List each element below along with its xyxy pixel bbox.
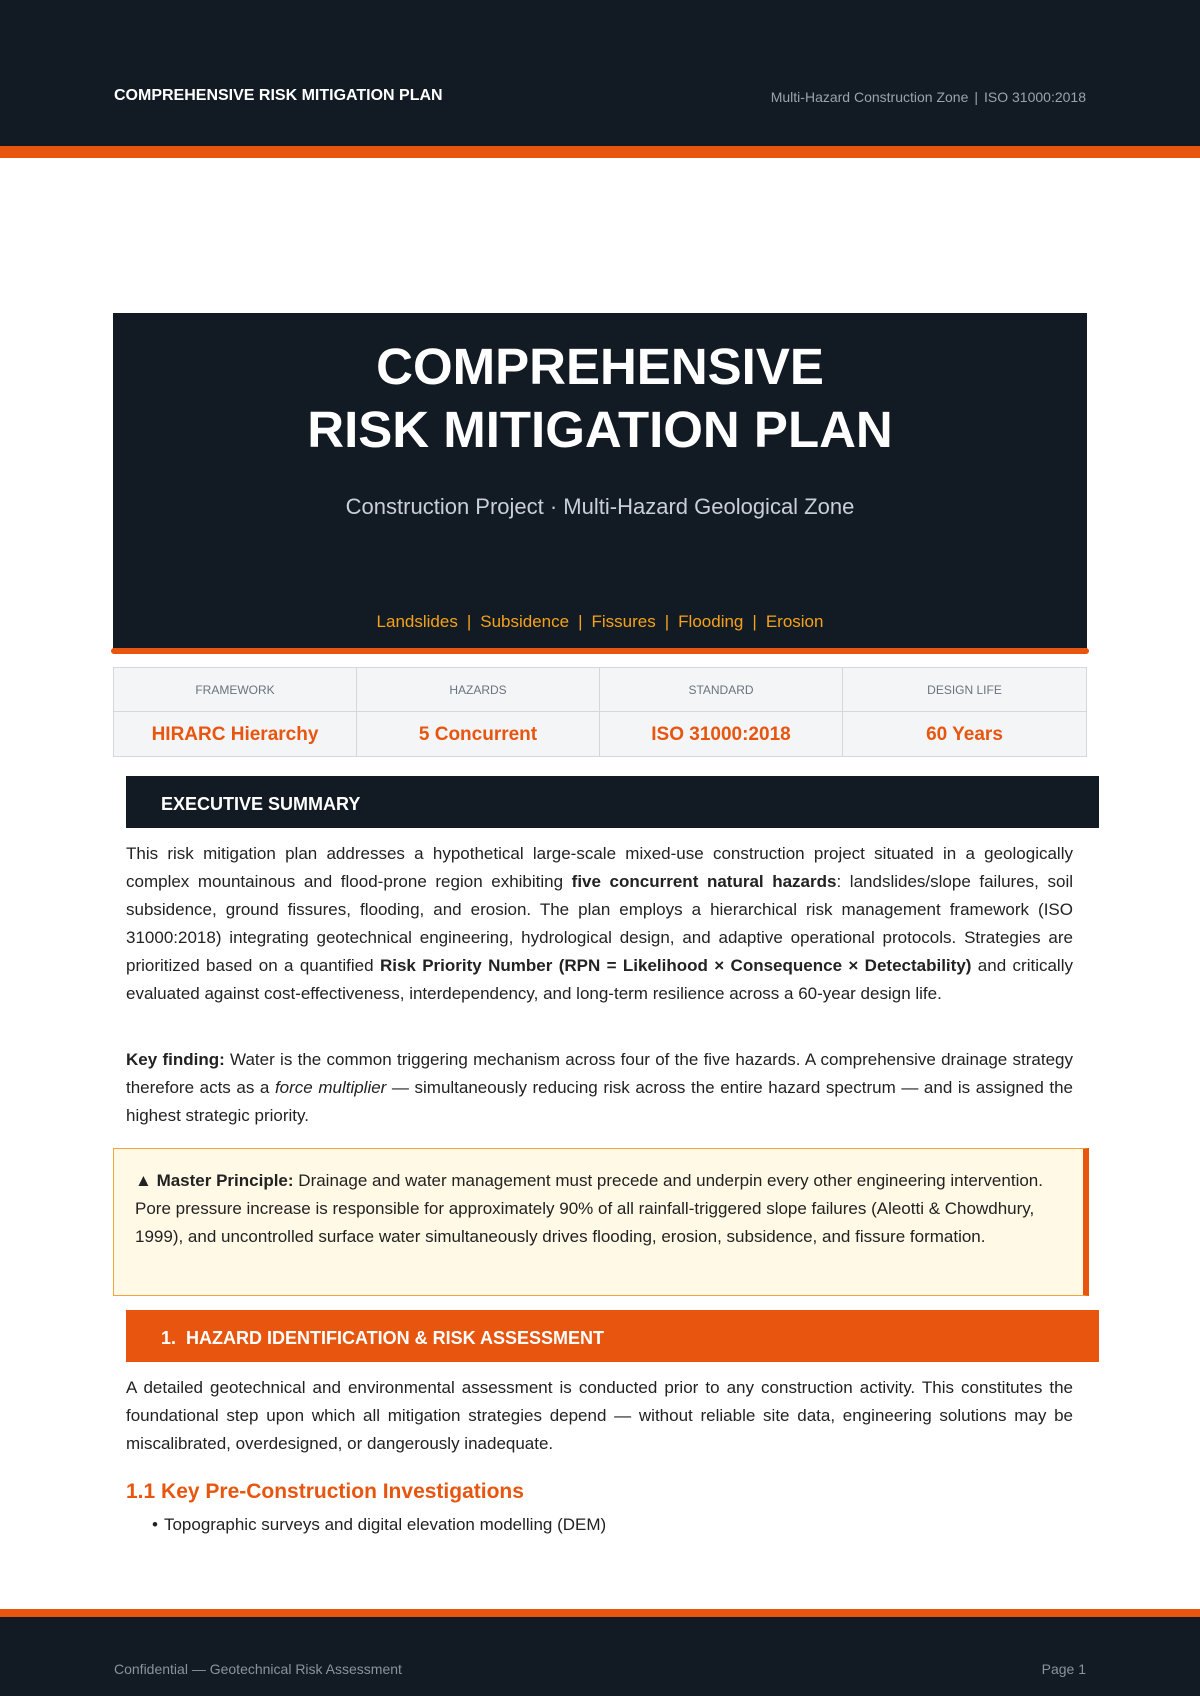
key-finding-paragraph bbox=[126, 1046, 1073, 1130]
stat-label: DESIGN LIFE bbox=[843, 668, 1086, 712]
header-meta-separator: | bbox=[974, 89, 979, 105]
stat-value: ISO 31000:2018 bbox=[651, 724, 791, 745]
header-meta-standard: ISO 31000:2018 bbox=[984, 89, 1086, 105]
page-number: Page 1 bbox=[1041, 1661, 1086, 1677]
hazard-item: Flooding bbox=[678, 612, 744, 631]
key-stats-table bbox=[113, 667, 1087, 757]
header-accent-stripe bbox=[0, 146, 1200, 158]
stat-label: STANDARD bbox=[600, 668, 842, 712]
header-meta bbox=[771, 89, 1086, 105]
bold-text: Risk Priority Number (RPN = Likelihood × Consequence × Detectability) bbox=[379, 956, 972, 975]
hazard-separator: | bbox=[752, 612, 757, 631]
bullet-marker: • bbox=[152, 1515, 158, 1534]
page-footer bbox=[0, 1609, 1200, 1696]
executive-summary-heading: EXECUTIVE SUMMARY bbox=[126, 776, 1099, 828]
cover-block bbox=[113, 313, 1087, 651]
page-header bbox=[0, 0, 1200, 158]
list-item bbox=[152, 1515, 606, 1535]
stat-value: 5 Concurrent bbox=[418, 724, 538, 745]
stat-label: HAZARDS bbox=[357, 668, 599, 712]
executive-summary-paragraph bbox=[126, 840, 1073, 1008]
cover-title-line1: COMPREHENSIVE bbox=[376, 338, 824, 395]
text-run: : landslides/slope failures, soil subsidence, ground fissures, flooding, and erosion. The plan employs a hierarchical risk management framework (ISO 31000:2018) integrating geotechnical engineering, hydrological design, and adaptive operational protocols. Strategies are prioritized based on a quantified bbox=[126, 872, 1073, 975]
hazard-item: Landslides bbox=[376, 612, 458, 631]
hazard-separator: | bbox=[578, 612, 583, 631]
hazard-list bbox=[113, 612, 1087, 632]
stat-value: 60 Years bbox=[926, 724, 1003, 745]
subsection-heading: 1.1 Key Pre-Construction Investigations bbox=[126, 1480, 524, 1503]
hazard-separator: | bbox=[466, 612, 472, 631]
italic-text: force multiplier bbox=[274, 1078, 387, 1097]
hazard-item: Erosion bbox=[765, 612, 824, 631]
hazard-item: Subsidence bbox=[480, 612, 570, 631]
stat-cell bbox=[843, 668, 1086, 756]
text-run: Water is the common triggering mechanism across four of the five hazards. A comprehensive drainage strategy therefore acts as a bbox=[126, 1050, 1074, 1097]
header-title: COMPREHENSIVE RISK MITIGATION PLAN bbox=[114, 87, 443, 104]
master-principle-callout bbox=[113, 1148, 1089, 1296]
cover-accent-underline bbox=[111, 648, 1089, 654]
section-number: 1. bbox=[161, 1328, 177, 1348]
stat-value: HIRARC Hierarchy bbox=[151, 724, 319, 745]
stat-label: FRAMEWORK bbox=[114, 668, 356, 712]
footer-accent-stripe bbox=[0, 1609, 1200, 1617]
warning-triangle-icon: ▲ bbox=[135, 1171, 152, 1190]
stat-cell bbox=[357, 668, 600, 756]
bold-text: five concurrent natural hazards bbox=[571, 872, 837, 891]
section-1-heading bbox=[126, 1310, 1099, 1362]
section-1-intro: A detailed geotechnical and environmental assessment is conducted prior to any construction activity. This constitutes the foundational step upon which all mitigation strategies depend — without reliable site data, engineering solutions may be miscalibrated, overdesigned, or dangerously inadequate. bbox=[126, 1378, 1073, 1453]
text-run: and critically evaluated against cost-effectiveness, interdependency, and long-term resilience across a 60-year design life. bbox=[126, 956, 1073, 1003]
list-item-text: Topographic surveys and digital elevation modelling (DEM) bbox=[163, 1515, 607, 1534]
text-run: This risk mitigation plan addresses a hypothetical large-scale mixed-use construction project situated in a geologically complex mountainous and flood-prone region exhibiting bbox=[126, 844, 1073, 891]
text-run: — simultaneously reducing risk across the entire hazard spectrum — and is assigned the highest strategic priority. bbox=[126, 1078, 1073, 1125]
cover-subtitle: Construction Project · Multi-Hazard Geological Zone bbox=[345, 494, 855, 519]
stat-cell bbox=[600, 668, 843, 756]
key-finding-label: Key finding: bbox=[126, 1050, 225, 1069]
callout-text: Drainage and water management must precede and underpin every other engineering intervention. Pore pressure increase is responsible for approximately 90% of all rainfall-triggered slope failures (Aleotti & Chowdhury, 1999), and uncontrolled surface water simultaneously drives flooding, erosion, subsidence, and fissure formation. bbox=[135, 1171, 1043, 1246]
stat-cell bbox=[114, 668, 357, 756]
callout-label: Master Principle: bbox=[156, 1171, 294, 1190]
hazard-item: Fissures bbox=[591, 612, 656, 631]
header-meta-zone: Multi-Hazard Construction Zone bbox=[770, 89, 969, 105]
footer-confidential-note: Confidential — Geotechnical Risk Assessment bbox=[114, 1661, 402, 1677]
hazard-separator: | bbox=[664, 612, 670, 631]
section-title: HAZARD IDENTIFICATION & RISK ASSESSMENT bbox=[186, 1328, 605, 1348]
cover-title-line2: RISK MITIGATION PLAN bbox=[307, 401, 893, 458]
